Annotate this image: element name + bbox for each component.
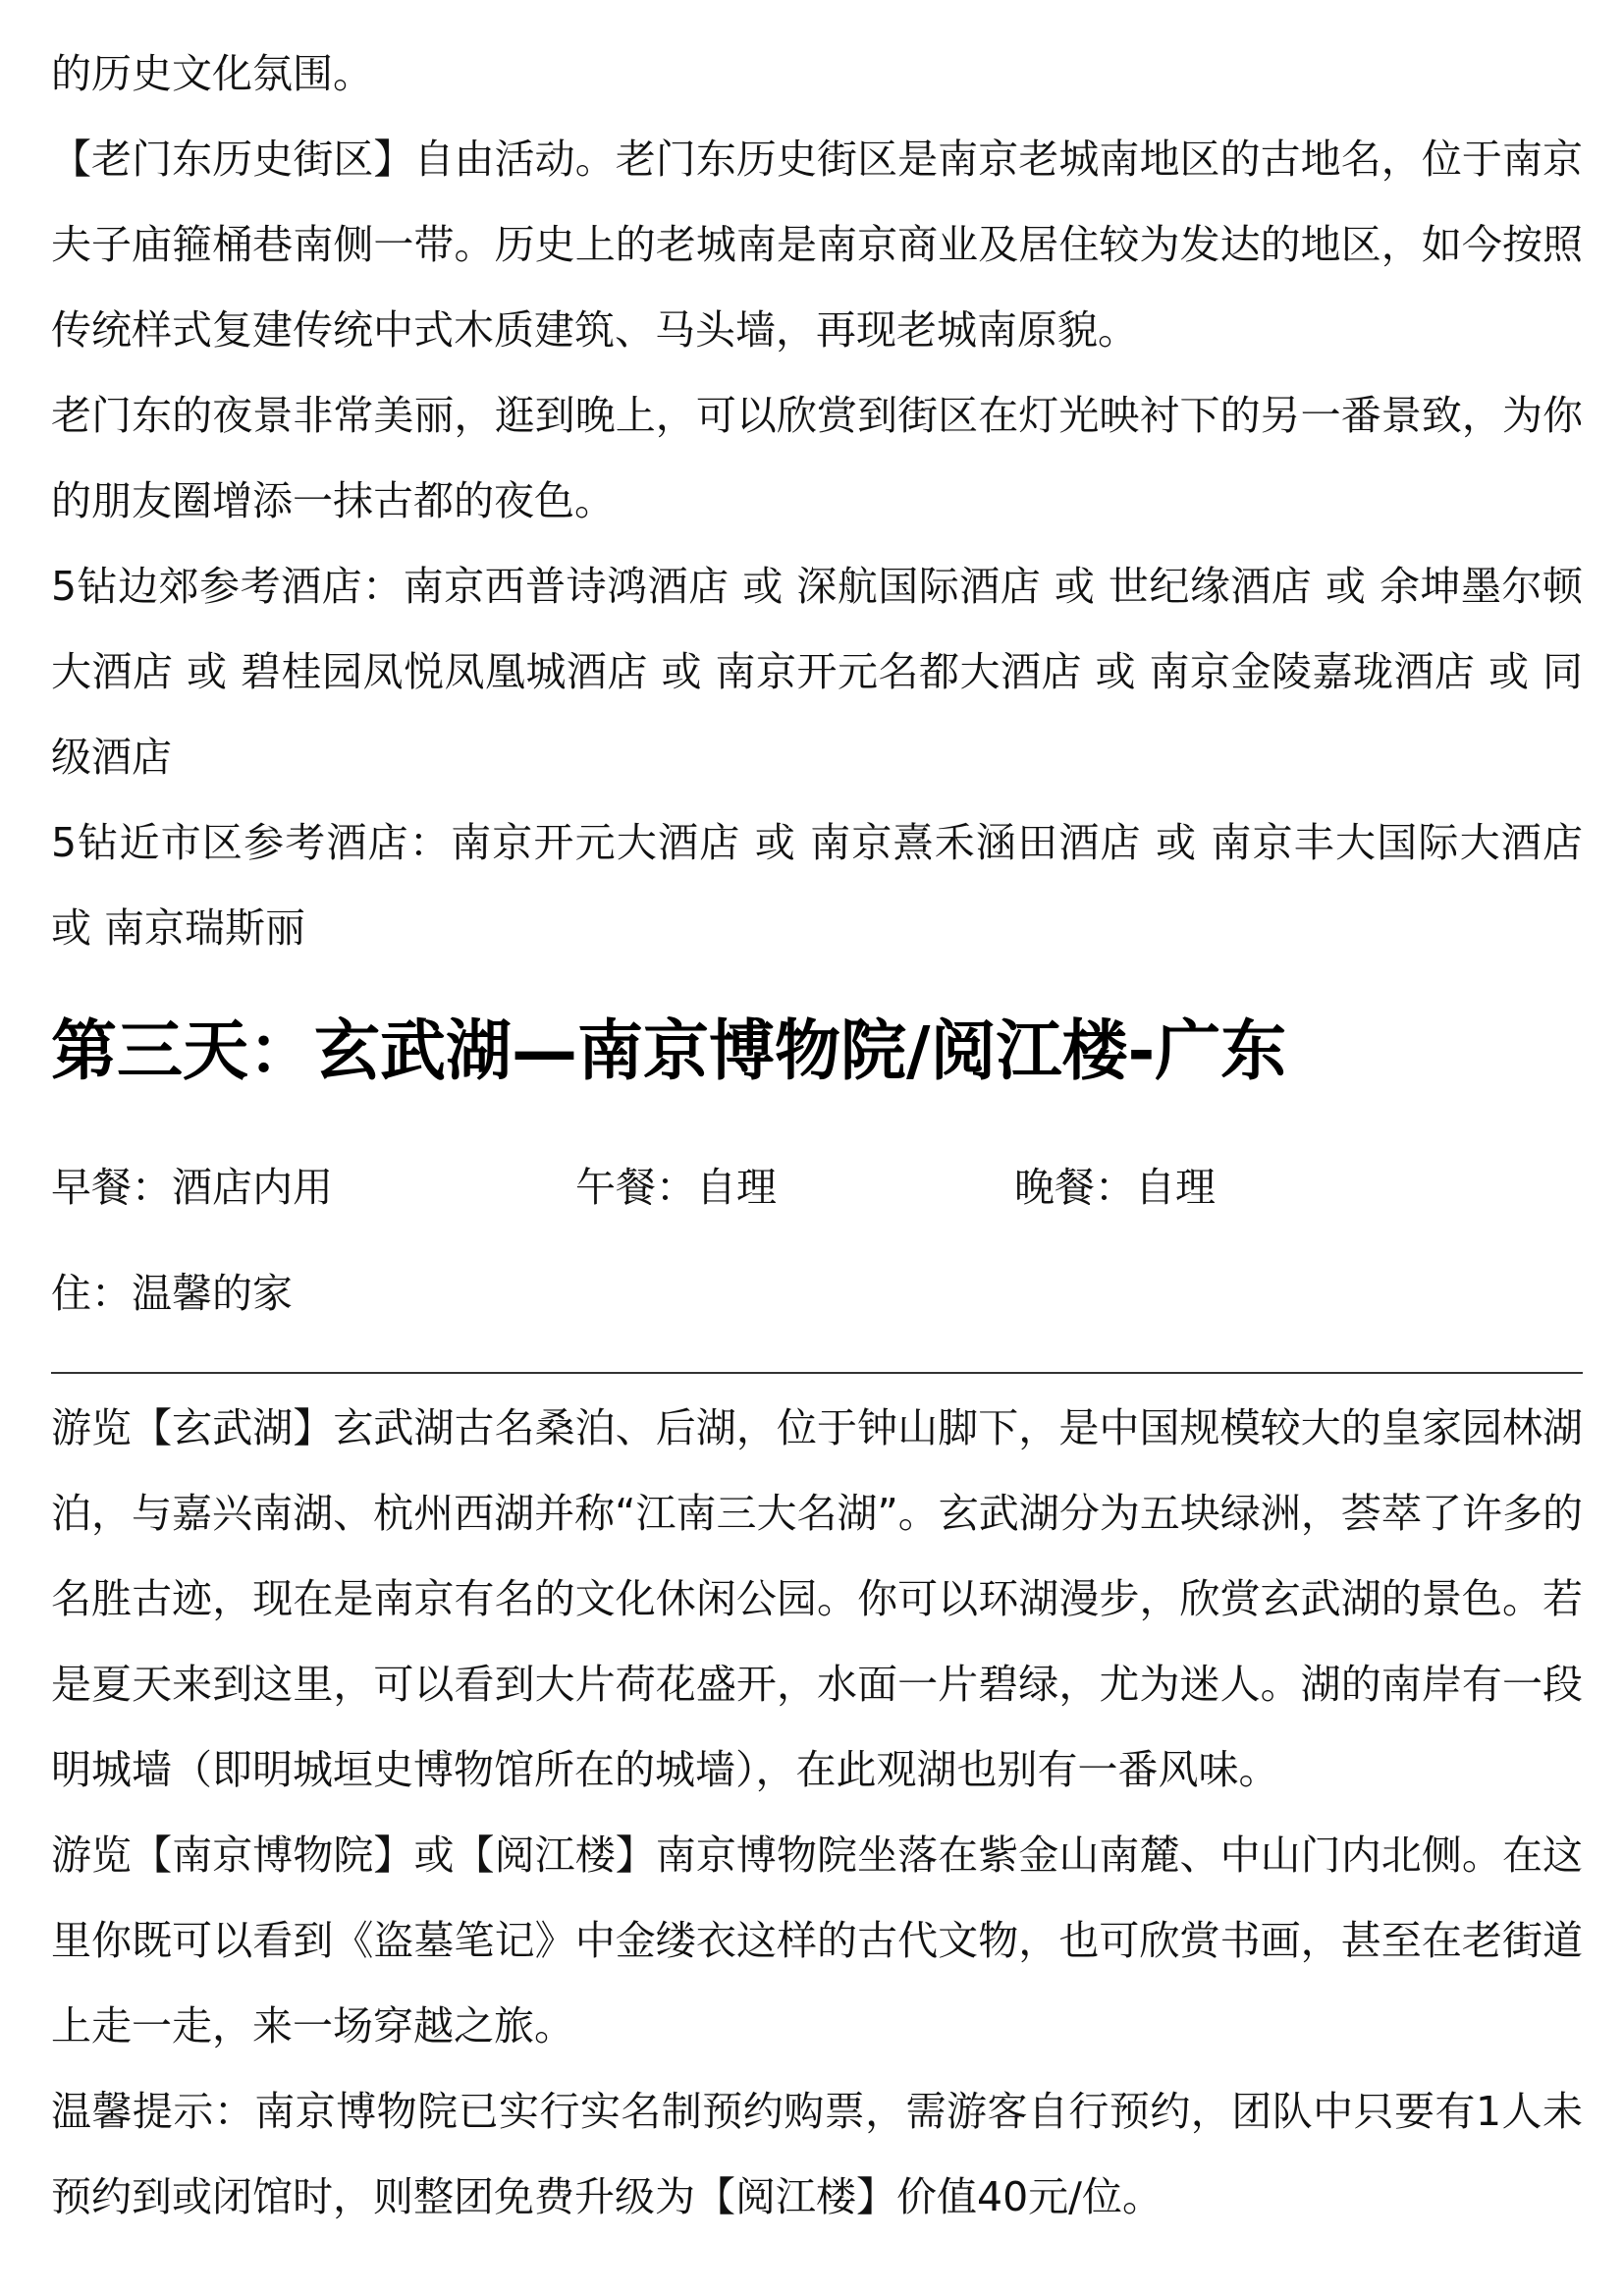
xuanwu-paragraph: 游览【玄武湖】玄武湖古名桑泊、后湖，位于钟山脚下，是中国规模较大的皇家园林湖泊，与嘉兴南湖、杭州西湖并称“江南三大名湖”。玄武湖分为五块绿洲，荟萃了许多的名胜古迹，现在是南京有名的文化休闲公园。你可以环湖漫步，欣赏玄武湖的景色。若是夏天来到这里，可以看到大片荷花盛开，水面一片碧绿，尤为迷人。湖的南岸有一段明城墙（即明城垣史博物馆所在的城墙），在此观湖也别有一番风味。: [51, 1404, 1583, 1793]
laomendong-paragraph: 【老门东历史街区】自由活动。老门东历史街区是南京老城南地区的古地名，位于南京夫子庙箍桶巷南侧一带。历史上的老城南是南京商业及居住较为发达的地区，如今按照传统样式复建传统中式木质建筑、马头墙，再现老城南原貌。: [51, 136, 1583, 354]
intro-continuation: 的历史文化氛围。: [51, 50, 373, 97]
stay-info: 住：温馨的家: [51, 1270, 293, 1317]
lunch-info: 午餐：自理: [575, 1164, 777, 1211]
day3-title: 第三天：玄武湖—南京博物院/阅江楼-广东: [51, 1012, 1287, 1089]
city-hotels-paragraph: 5钻近市区参考酒店：南京开元大酒店 或 南京熹禾涵田酒店 或 南京丰大国际大酒店 或 南京瑞斯丽: [51, 819, 1583, 952]
museum-paragraph: 游览【南京博物院】或【阅江楼】南京博物院坐落在紫金山南麓、中山门内北侧。在这里你既可以看到《盗墓笔记》中金缕衣这样的古代文物，也可欣赏书画，甚至在老街道上走一走，来一场穿越之旅。: [51, 1831, 1583, 2050]
breakfast-info: 早餐：酒店内用: [51, 1164, 333, 1211]
tip-paragraph: 温馨提示：南京博物院已实行实名制预约购票，需游客自行预约，团队中只要有1人未预约到或闭馆时，则整团免费升级为【阅江楼】价值40元/位。: [51, 2088, 1583, 2220]
section-divider: [51, 1372, 1583, 1374]
suburb-hotels-paragraph: 5钻边郊参考酒店：南京西普诗鸿酒店 或 深航国际酒店 或 世纪缘酒店 或 余坤墨尔顿大酒店 或 碧桂园凤悦凤凰城酒店 或 南京开元名都大酒店 或 南京金陵嘉珑酒店 或 同级酒店: [51, 563, 1583, 781]
dinner-info: 晚餐：自理: [1014, 1164, 1216, 1211]
meals-row: [51, 1158, 1583, 1217]
night-view-paragraph: 老门东的夜景非常美丽，逛到晚上，可以欣赏到街区在灯光映衬下的另一番景致，为你的朋友圈增添一抹古都的夜色。: [51, 392, 1583, 524]
document-page: [51, 0, 1583, 2240]
